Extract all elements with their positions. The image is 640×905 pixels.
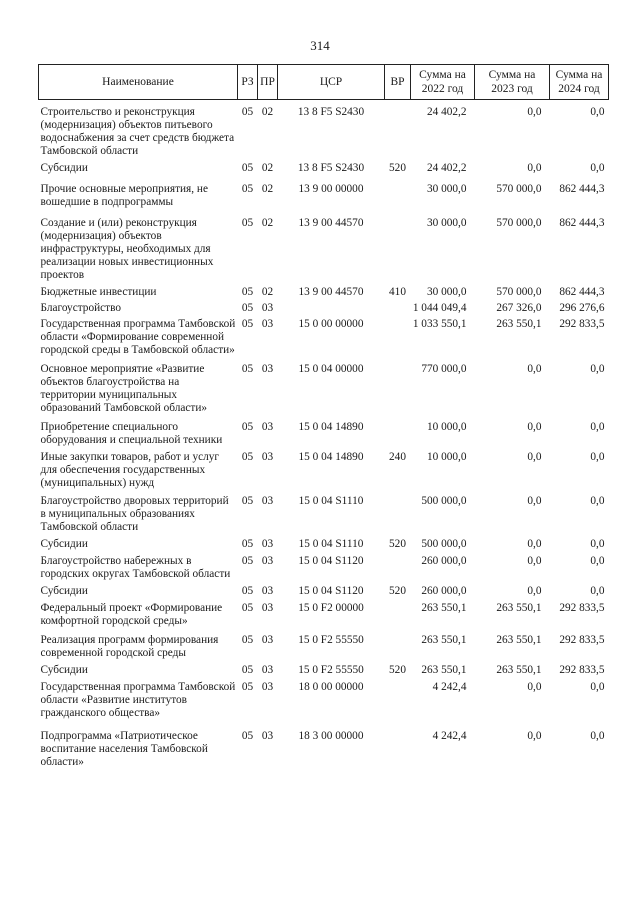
cell-s2024: 0,0 — [590, 538, 605, 550]
cell-pr: 02 — [261, 286, 274, 298]
header-sum-2022: Сумма на 2022 год — [411, 65, 475, 100]
cell-rz: 05 — [241, 217, 254, 229]
cell-s2024: 0,0 — [590, 585, 605, 597]
cell-s2022: 30 000,0 — [426, 183, 467, 195]
cell-s2024: 0,0 — [590, 730, 605, 742]
cell-csr: 13 8 F5 S2430 — [297, 106, 365, 118]
cell-vr — [385, 415, 411, 447]
cell-rz: 05 — [241, 634, 254, 646]
cell-vr — [385, 598, 411, 628]
cell-s2023: 267 326,0 — [496, 302, 542, 314]
cell-s2024: 0,0 — [590, 555, 605, 567]
cell-pr: 03 — [261, 538, 274, 550]
table-row — [39, 660, 609, 677]
cell-s2022: 500 000,0 — [421, 538, 467, 550]
cell-s2023: 0,0 — [527, 363, 542, 375]
cell-s2022: 500 000,0 — [421, 495, 467, 507]
cell-rz: 05 — [241, 585, 254, 597]
cell-s2023: 570 000,0 — [496, 183, 542, 195]
cell-rz: 05 — [241, 421, 254, 433]
header-rz: РЗ — [238, 65, 258, 100]
cell-csr: 15 0 04 00000 — [298, 363, 364, 375]
cell-s2024: 292 833,5 — [559, 634, 605, 646]
cell-csr: 15 0 F2 55550 — [298, 634, 364, 646]
cell-pr: 02 — [261, 162, 274, 174]
cell-vr — [385, 628, 411, 660]
cell-s2022: 30 000,0 — [426, 217, 467, 229]
cell-pr: 03 — [261, 363, 274, 375]
cell-s2023: 0,0 — [527, 538, 542, 550]
cell-s2022: 10 000,0 — [426, 451, 467, 463]
cell-name: Субсидии — [40, 162, 88, 174]
cell-s2024: 0,0 — [590, 421, 605, 433]
cell-vr — [385, 100, 411, 159]
cell-name: Федеральный проект «Формирование комфортной городской среды» — [40, 602, 223, 627]
cell-name: Благоустройство — [40, 302, 121, 314]
cell-pr: 03 — [261, 318, 274, 330]
cell-pr: 03 — [261, 495, 274, 507]
cell-s2023: 263 550,1 — [496, 664, 542, 676]
cell-name: Иные закупки товаров, работ и услуг для обеспечения государственных (муниципальных) нужд — [40, 451, 220, 489]
cell-vr — [385, 720, 411, 769]
table-row — [39, 315, 609, 357]
cell-csr: 15 0 00 00000 — [298, 318, 364, 330]
table-row — [39, 415, 609, 447]
cell-name: Реализация программ формирования современной городской среды — [40, 634, 219, 659]
cell-rz: 05 — [241, 555, 254, 567]
cell-rz: 05 — [241, 162, 254, 174]
table-row — [39, 447, 609, 490]
table-row — [39, 158, 609, 175]
cell-s2022: 263 550,1 — [421, 634, 467, 646]
cell-rz: 05 — [241, 730, 254, 742]
cell-s2023: 0,0 — [527, 681, 542, 693]
cell-vr — [385, 315, 411, 357]
cell-rz: 05 — [241, 183, 254, 195]
cell-s2024: 0,0 — [590, 451, 605, 463]
cell-vr: 520 — [389, 162, 406, 174]
cell-s2023: 263 550,1 — [496, 602, 542, 614]
cell-name: Субсидии — [40, 585, 88, 597]
cell-rz: 05 — [241, 602, 254, 614]
cell-s2024: 0,0 — [590, 681, 605, 693]
cell-s2024: 862 444,3 — [559, 183, 605, 195]
cell-rz: 05 — [241, 495, 254, 507]
cell-vr — [385, 299, 411, 315]
cell-csr: 15 0 04 14890 — [298, 451, 364, 463]
cell-pr: 03 — [261, 681, 274, 693]
table-row — [39, 534, 609, 551]
header-pr: ПР — [258, 65, 278, 100]
cell-s2023: 263 550,1 — [496, 634, 542, 646]
cell-name: Бюджетные инвестиции — [40, 286, 157, 298]
cell-s2024: 292 833,5 — [559, 664, 605, 676]
table-row — [39, 299, 609, 315]
cell-s2023: 0,0 — [527, 451, 542, 463]
table-header — [39, 65, 609, 100]
cell-name: Создание и (или) реконструкция (модернизация) объектов инфраструктуры, необходимых для реализации новых инвестиционных проектов — [40, 217, 214, 281]
cell-vr — [385, 357, 411, 415]
cell-s2023: 0,0 — [527, 555, 542, 567]
cell-csr: 15 0 04 S1120 — [298, 555, 364, 567]
cell-csr: 15 0 04 S1110 — [298, 495, 364, 507]
cell-name: Благоустройство набережных в городских округах Тамбовской области — [40, 555, 231, 580]
cell-s2023: 0,0 — [527, 421, 542, 433]
cell-rz: 05 — [241, 318, 254, 330]
cell-vr: 410 — [389, 286, 406, 298]
cell-s2022: 4 242,4 — [432, 730, 467, 742]
cell-s2022: 24 402,2 — [426, 106, 467, 118]
table-row — [39, 551, 609, 581]
cell-pr: 03 — [261, 602, 274, 614]
header-name: Наименование — [39, 65, 238, 100]
cell-s2024: 0,0 — [590, 495, 605, 507]
cell-csr: 13 9 00 44570 — [298, 286, 364, 298]
cell-csr: 18 0 00 00000 — [298, 681, 364, 693]
cell-s2022: 263 550,1 — [421, 664, 467, 676]
cell-s2022: 30 000,0 — [426, 286, 467, 298]
table-row — [39, 628, 609, 660]
cell-s2024: 0,0 — [590, 162, 605, 174]
cell-s2023: 0,0 — [527, 495, 542, 507]
cell-s2024: 296 276,6 — [559, 302, 605, 314]
cell-s2023: 263 550,1 — [496, 318, 542, 330]
cell-s2022: 24 402,2 — [426, 162, 467, 174]
budget-table — [38, 64, 609, 769]
cell-s2022: 1 033 550,1 — [412, 318, 467, 330]
cell-rz: 05 — [241, 302, 254, 314]
cell-csr: 13 9 00 00000 — [298, 183, 364, 195]
cell-name: Субсидии — [40, 664, 88, 676]
cell-pr: 02 — [261, 106, 274, 118]
cell-csr: 15 0 04 S1110 — [298, 538, 364, 550]
cell-pr: 03 — [261, 302, 274, 314]
cell-s2022: 770 000,0 — [421, 363, 467, 375]
cell-csr: 15 0 04 14890 — [298, 421, 364, 433]
header-sum-2024: Сумма на 2024 год — [550, 65, 609, 100]
cell-s2023: 0,0 — [527, 730, 542, 742]
cell-name: Основное мероприятие «Развитие объектов благоустройства на территории муниципальных образований Тамбовской области» — [40, 363, 208, 414]
table-row — [39, 677, 609, 720]
cell-rz: 05 — [241, 363, 254, 375]
cell-s2023: 0,0 — [527, 585, 542, 597]
cell-s2023: 0,0 — [527, 162, 542, 174]
cell-pr: 02 — [261, 183, 274, 195]
cell-name: Государственная программа Тамбовской области «Формирование современной городской среды в Тамбовской области» — [40, 318, 236, 356]
cell-s2024: 862 444,3 — [559, 217, 605, 229]
cell-pr: 02 — [261, 217, 274, 229]
cell-name: Субсидии — [40, 538, 88, 550]
header-vr: ВР — [385, 65, 411, 100]
cell-csr: 13 8 F5 S2430 — [297, 162, 365, 174]
table-row — [39, 490, 609, 534]
cell-name: Благоустройство дворовых территорий в муниципальных образованиях Тамбовской области — [40, 495, 229, 533]
cell-s2024: 0,0 — [590, 363, 605, 375]
cell-s2023: 0,0 — [527, 106, 542, 118]
cell-s2023: 570 000,0 — [496, 286, 542, 298]
cell-vr — [385, 175, 411, 209]
table-row — [39, 581, 609, 598]
cell-s2024: 862 444,3 — [559, 286, 605, 298]
cell-csr: 15 0 F2 55550 — [298, 664, 364, 676]
cell-s2023: 570 000,0 — [496, 217, 542, 229]
table-row — [39, 720, 609, 769]
cell-rz: 05 — [241, 451, 254, 463]
table-row — [39, 175, 609, 209]
cell-vr — [385, 677, 411, 720]
cell-pr: 03 — [261, 585, 274, 597]
page-number: 314 — [310, 38, 330, 53]
cell-vr: 520 — [389, 538, 406, 550]
cell-pr: 03 — [261, 421, 274, 433]
cell-s2022: 10 000,0 — [426, 421, 467, 433]
cell-rz: 05 — [241, 664, 254, 676]
cell-pr: 03 — [261, 730, 274, 742]
header-csr: ЦСР — [278, 65, 385, 100]
table-row — [39, 357, 609, 415]
cell-vr — [385, 209, 411, 282]
cell-rz: 05 — [241, 286, 254, 298]
cell-s2022: 4 242,4 — [432, 681, 467, 693]
table-row — [39, 282, 609, 299]
table-row — [39, 100, 609, 159]
cell-csr: 15 0 04 S1120 — [298, 585, 364, 597]
cell-vr: 520 — [389, 585, 406, 597]
cell-name: Государственная программа Тамбовской области «Развитие институтов гражданского общества» — [40, 681, 236, 719]
table-row — [39, 598, 609, 628]
cell-csr: 18 3 00 00000 — [298, 730, 364, 742]
cell-vr — [385, 551, 411, 581]
cell-pr: 03 — [261, 555, 274, 567]
cell-vr — [385, 490, 411, 534]
cell-rz: 05 — [241, 538, 254, 550]
cell-rz: 05 — [241, 106, 254, 118]
cell-pr: 03 — [261, 451, 274, 463]
cell-rz: 05 — [241, 681, 254, 693]
cell-s2024: 292 833,5 — [559, 602, 605, 614]
cell-name: Прочие основные мероприятия, не вошедшие в подпрограммы — [40, 183, 208, 208]
cell-csr: 15 0 F2 00000 — [298, 602, 364, 614]
table-row — [39, 209, 609, 282]
cell-name: Подпрограмма «Патриотическое воспитание населения Тамбовской области» — [40, 730, 208, 768]
cell-s2022: 1 044 049,4 — [412, 302, 467, 314]
cell-s2022: 260 000,0 — [421, 585, 467, 597]
cell-s2022: 260 000,0 — [421, 555, 467, 567]
cell-vr: 520 — [389, 664, 406, 676]
cell-csr: 13 9 00 44570 — [298, 217, 364, 229]
cell-s2024: 0,0 — [590, 106, 605, 118]
cell-s2022: 263 550,1 — [421, 602, 467, 614]
cell-pr: 03 — [261, 634, 274, 646]
cell-name: Строительство и реконструкция (модернизация) объектов питьевого водоснабжения за счет средств бюджета Тамбовской области — [40, 106, 235, 157]
cell-vr: 240 — [389, 451, 406, 463]
header-sum-2023: Сумма на 2023 год — [475, 65, 550, 100]
cell-pr: 03 — [261, 664, 274, 676]
cell-csr — [278, 299, 385, 315]
cell-name: Приобретение специального оборудования и специальной техники — [40, 421, 223, 446]
cell-s2024: 292 833,5 — [559, 318, 605, 330]
